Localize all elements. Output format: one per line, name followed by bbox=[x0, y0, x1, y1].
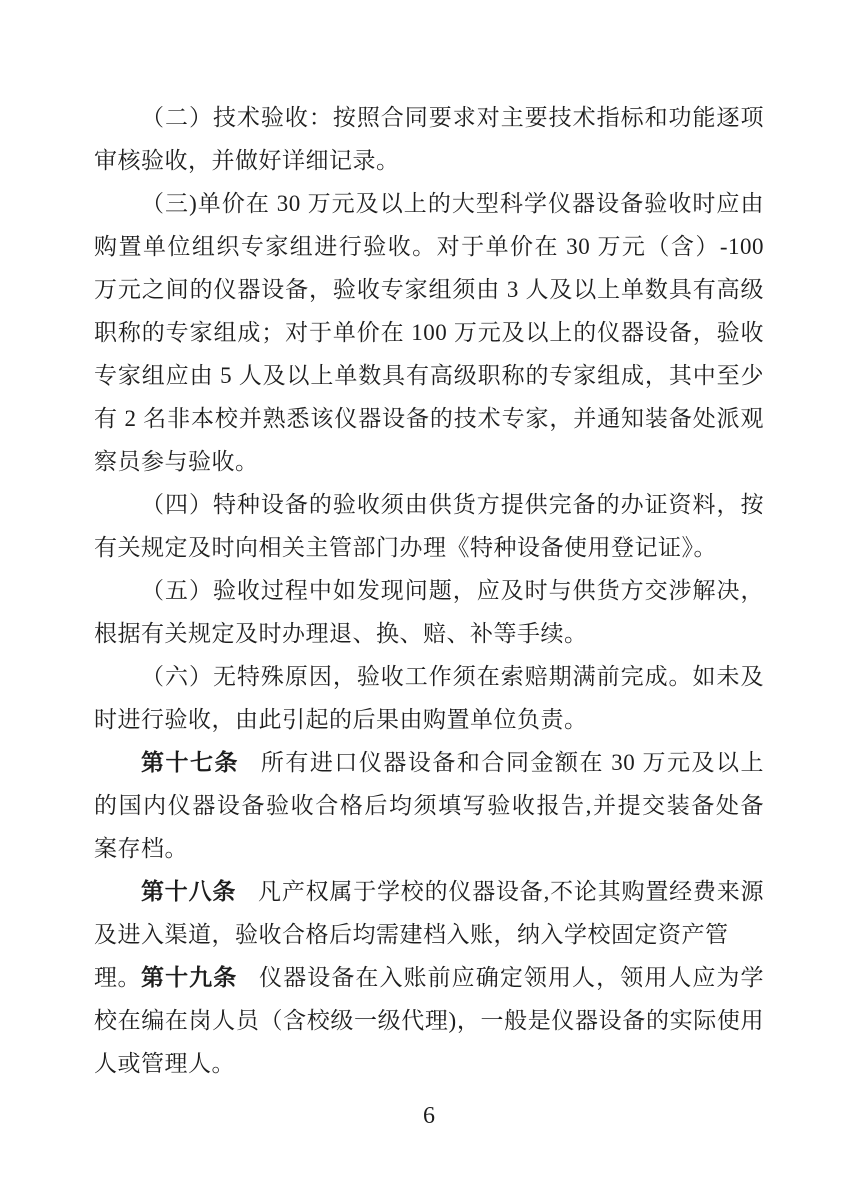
line-text: 万元之间的仪器设备，验收专家组须由 3 人及以上单数具有高级 bbox=[94, 277, 764, 302]
text-line bbox=[94, 698, 764, 741]
article-number: 第十八条 bbox=[141, 879, 237, 904]
text-line bbox=[94, 139, 764, 182]
line-text: （二）技术验收：按照合同要求对主要技术指标和功能逐项 bbox=[141, 105, 764, 130]
line-text: 有 2 名非本校并熟悉该仪器设备的技术专家，并通知装备处派观 bbox=[94, 406, 764, 431]
page-number: 6 bbox=[423, 1103, 435, 1129]
text-line bbox=[94, 96, 764, 139]
line-text: 职称的专家组成；对于单价在 100 万元及以上的仪器设备，验收 bbox=[94, 320, 764, 345]
line-text: 审核验收，并做好详细记录。 bbox=[94, 148, 400, 173]
text-line bbox=[94, 397, 764, 440]
text-line bbox=[94, 440, 764, 483]
text-line bbox=[94, 999, 764, 1042]
line-text: 有关规定及时向相关主管部门办理《特种设备使用登记证》。 bbox=[94, 535, 717, 560]
text-line bbox=[94, 225, 764, 268]
article-number: 第十九条 bbox=[141, 965, 238, 990]
text-line-article bbox=[94, 870, 764, 913]
line-text: 凡产权属于学校的仪器设备,不论其购置经费来源 bbox=[258, 879, 765, 904]
page-footer bbox=[94, 1096, 764, 1136]
text-line bbox=[94, 354, 764, 397]
line-text: 根据有关规定及时办理退、换、赔、补等手续。 bbox=[94, 621, 588, 646]
text-line bbox=[94, 784, 764, 827]
text-line-article bbox=[94, 956, 764, 999]
article-number: 第十七条 bbox=[141, 750, 240, 775]
line-text: 案存档。 bbox=[94, 836, 188, 861]
document-body bbox=[94, 96, 764, 1085]
line-text: （五）验收过程中如发现问题，应及时与供货方交涉解决， bbox=[141, 578, 764, 603]
line-text: 时进行验收，由此引起的后果由购置单位负责。 bbox=[94, 707, 588, 732]
line-text: （六）无特殊原因，验收工作须在索赔期满前完成。如未及 bbox=[141, 664, 764, 689]
line-text: 校在编在岗人员（含校级一级代理)，一般是仪器设备的实际使用 bbox=[94, 1008, 764, 1033]
text-line bbox=[94, 827, 764, 870]
line-text: 人或管理人。 bbox=[94, 1051, 235, 1076]
line-text: （三)单价在 30 万元及以上的大型科学仪器设备验收时应由 bbox=[141, 191, 764, 216]
line-text: 察员参与验收。 bbox=[94, 449, 259, 474]
text-line bbox=[94, 311, 764, 354]
line-text: 所有进口仪器设备和合同金额在 30 万元及以上 bbox=[260, 750, 765, 775]
text-line bbox=[94, 569, 764, 612]
line-text: 购置单位组织专家组进行验收。对于单价在 30 万元（含）-100 bbox=[94, 234, 764, 259]
text-line bbox=[94, 483, 764, 526]
text-line bbox=[94, 268, 764, 311]
text-line bbox=[94, 526, 764, 569]
line-text: 专家组应由 5 人及以上单数具有高级职称的专家组成，其中至少 bbox=[94, 363, 764, 388]
text-line bbox=[94, 655, 764, 698]
line-text: 的国内仪器设备验收合格后均须填写验收报告,并提交装备处备 bbox=[94, 793, 764, 818]
line-text: 仪器设备在入账前应确定领用人，领用人应为学 bbox=[259, 965, 765, 990]
text-line bbox=[94, 612, 764, 655]
line-text: （四）特种设备的验收须由供货方提供完备的办证资料，按 bbox=[141, 492, 764, 517]
line-text: 及进入渠道，验收合格后均需建档入账，纳入学校固定资产管理。 bbox=[94, 922, 729, 990]
text-line bbox=[94, 182, 764, 225]
text-line bbox=[94, 1042, 764, 1085]
text-line-article bbox=[94, 741, 764, 784]
